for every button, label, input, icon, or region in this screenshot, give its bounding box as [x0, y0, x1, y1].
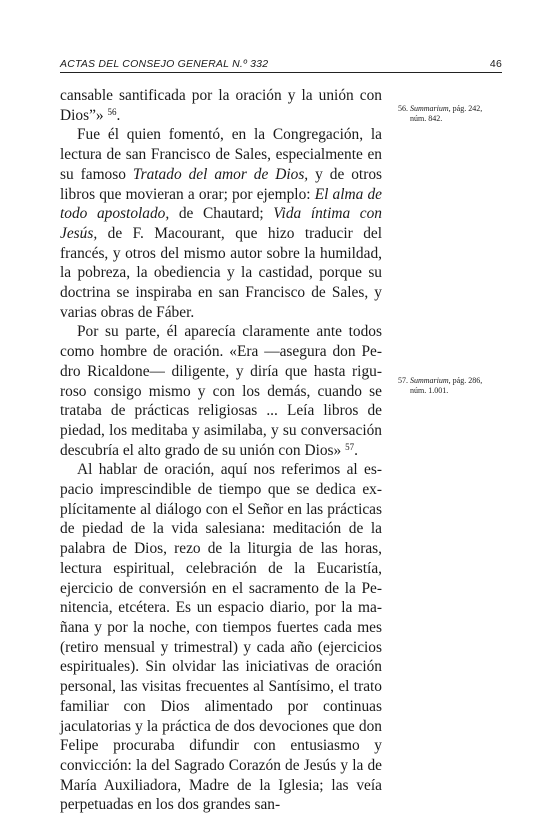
italic-title: El alma de todo apostolado,	[60, 185, 382, 223]
paragraph: Al hablar de oración, aquí nos referimos al espacio imprescindible de tiempo que se dedica explícitamente al diálogo con el Señor en las prácticas de piedad de la vida salesiana: meditación de la palabra de Dios, rezo de la liturgia de las horas, lectura espiritual, celebración de la Eucaristía, ejercicio de conversión en el sacramento de la Penitencia, etcétera. Es un espacio diario, por la mañana y por la noche, con tiempos fuertes cada mes (retiro mensual y trimestral) y cada año (ejercicios espirituales). Sin olvidar las iniciativas de oración personal, las visitas frecuentes al Santísimo, el trato familiar con Dios alimentado por continuas jaculatorias y la práctica de dos devociones que don Felipe procuraba difundir con entusiasmo y convicción: la del Sagrado Corazón de Jesús y la de María Auxiliadora, Madre de la Iglesia; las veía perpetuadas en los dos grandes san-	[60, 461, 382, 814]
footnote-ref-mark: 57	[345, 441, 355, 452]
running-header	[60, 58, 502, 73]
footnote-source: Summarium,	[410, 376, 451, 385]
footnote-ref-mark: 56	[107, 106, 117, 117]
footnote-source: Summarium,	[410, 104, 451, 113]
footnote-number: 57.	[398, 376, 408, 385]
paragraph: Fue él quien fomentó, en la Congregación, la lectura de san Francisco de Sales, especialmente en su famoso Tratado del amor de Dios, y de otros libros que movieran a orar; por ejemplo: El alma de todo apostolado, de Chautard; Vida íntima con Jesús, de F. Macourant, que hizo traducir del francés, y otros del mismo autor sobre la humildad, la pobreza, la obediencia y la castidad, porque su doctrina se inspiraba en san Francisco de Sales, y varias obras de Fáber.	[60, 126, 382, 321]
footnote-ref-num: núm. 842.	[410, 114, 443, 123]
footnote-ref-num: núm. 1.001.	[410, 386, 449, 395]
footnote-57	[398, 376, 510, 396]
footnote-56	[398, 104, 510, 124]
italic-title: Vida íntima con Jesús,	[60, 205, 382, 242]
page-number: 46	[489, 58, 502, 70]
running-title: ACTAS DEL CONSEJO GENERAL N.º 332	[60, 58, 269, 70]
footnote-ref: pág. 286,	[452, 376, 483, 385]
italic-title: Tratado del amor de Dios,	[132, 165, 309, 183]
main-text	[60, 86, 382, 815]
footnote-ref: pág. 242,	[452, 104, 483, 113]
paragraph: cansable santificada por la oración y la unión con Dios”» $^{56}$.	[60, 87, 382, 124]
paragraph: Por su parte, él aparecía claramente ante todos como hombre de oración. «Era —asegura don Pedro Ricaldone— diligente, y diría que hasta riguroso consigo mismo y con los demás, cuando se trataba de prácticas religiosas ... Leía libros de piedad, los meditaba y asimilaba, y su conversación descubría el alto grado de su unión con Dios» $^{57}$.	[60, 323, 382, 459]
footnote-number: 56.	[398, 104, 408, 113]
